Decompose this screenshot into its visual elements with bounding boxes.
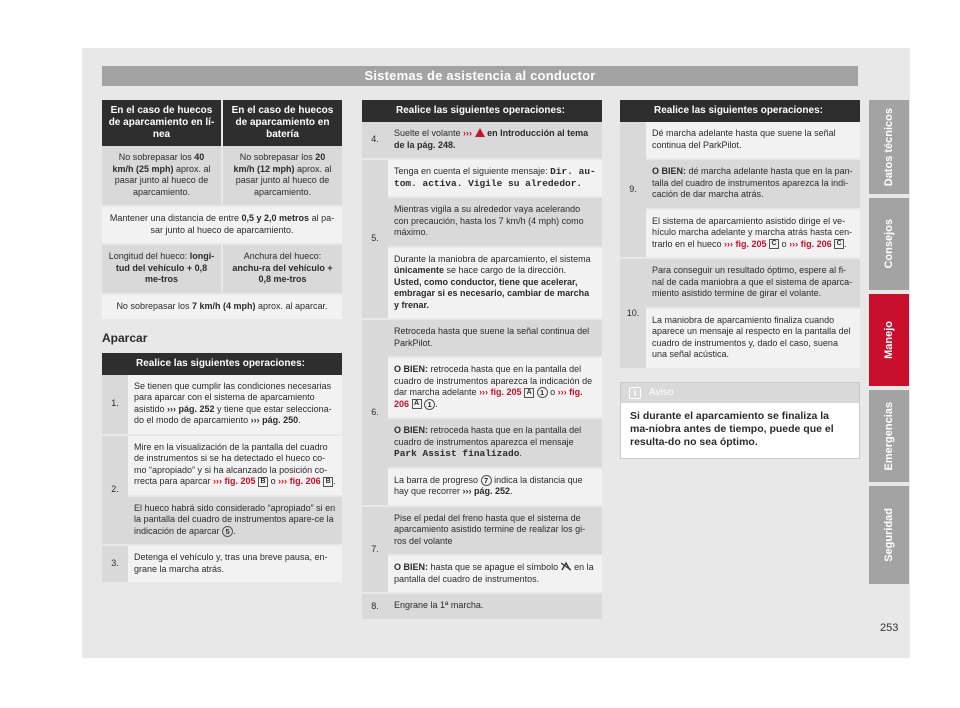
table-header-linea: En el caso de huecos de aparcamiento en lí-nea — [102, 100, 222, 146]
tab-manejo[interactable]: Manejo — [869, 294, 909, 386]
table-cell: No sobrepasar los 40 km/h (25 mph) aprox. al pasar junto al hueco de aparcamiento. — [102, 146, 222, 206]
step-text: La maniobra de aparcamiento finaliza cuando aparece un mensaje al respecto en la pantalla del cuadro de instrumentos y, dado el caso, suena una señal acústica. — [646, 308, 860, 369]
step-text: Mire en la visualización de la pantalla del cuadro de instrumentos si se ha detectado el hueco co-mo “apropiado” y si ha alcanzado la posición co-rrecta para aparcar ››› fig. 205 B o ››› fig. 206 B . — [128, 435, 342, 496]
figure-b-marker: B — [323, 477, 333, 487]
figure-link[interactable]: ››› fig. 206 — [789, 238, 832, 249]
page-number: 253 — [880, 622, 899, 634]
figure-a-marker: A — [524, 388, 534, 398]
step-text: Detenga el vehículo y, tras una breve pausa, en-grane la marcha atrás. — [128, 545, 342, 583]
step-text: Engrane la 1ª marcha. — [388, 593, 602, 620]
step-number: 3. — [102, 545, 128, 583]
notice-text: Si durante el aparcamiento se finaliza la ma-niobra antes de tiempo, puede que el resulta-do no sea óptimo. — [630, 409, 834, 448]
page-header: Sistemas de asistencia al conductor — [102, 66, 858, 86]
figure-link[interactable]: ››› fig. 206 — [394, 387, 583, 409]
callout-5: 5 — [222, 526, 233, 537]
step-text: Tenga en cuenta el siguiente mensaje: Dir. au-tom. activa. Vigile su alrededor. — [388, 159, 602, 197]
link-arrows[interactable]: ››› — [463, 128, 473, 138]
step-number: 5. — [362, 159, 388, 319]
step-text: El hueco habrá sido considerado “apropiado” si en la pantalla del cuadro de instrumentos apare-ce la indicación de aparcar 5 . — [128, 496, 342, 546]
step-number: 9. — [620, 122, 646, 258]
notice-label: Aviso — [649, 386, 674, 398]
operations-header: Realice las siguientes operaciones: — [388, 100, 602, 122]
warning-icon — [475, 128, 485, 137]
step-number: 1. — [102, 375, 128, 435]
step-number: 10. — [620, 258, 646, 369]
figure-c-marker: C — [834, 239, 844, 249]
tab-emergencias[interactable]: Emergencias — [869, 390, 909, 482]
step-text: Se tienen que cumplir las condiciones necesarias para aparcar con el sistema de aparcamiento asistido ››› pág. 252 y tiene que estar selecciona-do el modo de aparcamiento ››› pág. 250. — [128, 375, 342, 435]
figure-link[interactable]: ››› fig. 206 — [278, 476, 321, 486]
step-text: O BIEN: retroceda hasta que en la pantalla del cuadro de instrumentos aparezca la indicación de dar marcha adelante ››› fig. 205 A 1 o ››› fig. 206 A 1 . — [388, 357, 602, 418]
operations-header: Realice las siguientes operaciones: — [646, 100, 860, 122]
figure-c-marker: C — [769, 239, 779, 249]
step-number: 6. — [362, 319, 388, 506]
step-text: Retroceda hasta que suene la señal continua del ParkPilot. — [388, 319, 602, 357]
table-cell: Anchura del hueco: anchu-ra del vehículo + 0,8 me-tros — [222, 244, 342, 294]
step-text: O BIEN: hasta que se apague el símbolo en la pantalla del cuadro de instrumentos. — [388, 555, 602, 593]
page-link[interactable]: ››› pág. 250 — [250, 415, 299, 425]
tab-seguridad[interactable]: Seguridad — [869, 486, 909, 584]
callout-7: 7 — [481, 475, 492, 486]
step-text: Mientras vigila a su alrededor vaya acelerando con precaución, hasta los 7 km/h (4 mph) como máximo. — [388, 197, 602, 247]
step-text: El sistema de aparcamiento asistido dirige el ve-hículo marcha adelante y marcha atrás hasta cen-trarlo en el hueco ››› fig. 205 C o ››› fig. 206 C . — [646, 209, 860, 259]
column-2 — [362, 100, 602, 621]
step-number: 7. — [362, 506, 388, 594]
step-text: O BIEN: dé marcha adelante hasta que en la pan-talla del cuadro de instrumentos aparezca la indi-cación de dar marcha atrás. — [646, 159, 860, 209]
step-text: Suelte el volante ››› en Introducción al tema de la pág. 248. — [388, 122, 602, 159]
table-cell: Longitud del hueco: longi-tud del vehículo + 0,8 me-tros — [102, 244, 222, 294]
step-text: Durante la maniobra de aparcamiento, el sistema únicamente se hace cargo de la dirección. Usted, como conductor, tiene que acelerar, embragar si es necesario, cambiar de marcha y frenar. — [388, 247, 602, 320]
tab-datos-tecnicos[interactable]: Datos técnicos — [869, 100, 909, 194]
figure-link[interactable]: ››› fig. 205 — [213, 476, 256, 486]
operations-table-2 — [362, 100, 602, 621]
step-number: 4. — [362, 122, 388, 159]
step-text: O BIEN: retroceda hasta que en la pantalla del cuadro de instrumentos aparezca el mensaje Park Assist finalizado. — [388, 418, 602, 468]
speed-table — [102, 100, 342, 321]
table-cell: No sobrepasar los 20 km/h (12 mph) aprox. al pasar junto al hueco de aparcamiento. — [222, 146, 342, 206]
page-link[interactable]: ››› pág. 252 — [462, 486, 511, 496]
display-message: Park Assist finalizado — [394, 448, 520, 459]
column-1 — [102, 100, 342, 584]
table-header-bateria: En el caso de huecos de aparcamiento en batería — [222, 100, 342, 146]
tab-consejos[interactable]: Consejos — [869, 198, 909, 290]
step-number: 2. — [102, 435, 128, 546]
table-cell: No sobrepasar los 7 km/h (4 mph) aprox. al aparcar. — [102, 294, 342, 321]
operations-header: Realice las siguientes operaciones: — [128, 353, 342, 375]
figure-link[interactable]: ››› fig. 205 — [479, 387, 522, 397]
step-text: Pise el pedal del freno hasta que el sistema de aparcamiento asistido termine de realizar los gi-ros del volante — [388, 506, 602, 556]
operations-table-1 — [102, 353, 342, 585]
figure-b-marker: B — [258, 477, 268, 487]
info-icon: i — [629, 387, 641, 399]
notice-box — [620, 382, 860, 459]
column-3 — [620, 100, 860, 459]
callout-1: 1 — [537, 387, 548, 398]
page-link[interactable]: ››› pág. 252 — [167, 403, 215, 414]
notice-header — [621, 383, 859, 403]
step-text: La barra de progreso 7 indica la distancia que hay que recorrer ››› pág. 252. — [388, 468, 602, 506]
table-cell: Mantener una distancia de entre 0,5 y 2,0 metros al pa-sar junto al hueco de aparcamiento. — [102, 206, 342, 244]
figure-a-marker: A — [412, 399, 422, 409]
step-text: Para conseguir un resultado óptimo, espere al fi-nal de cada maniobra a que el sistema de aparca-miento asistido termine de girar el volante. — [646, 258, 860, 308]
step-text: Dé marcha adelante hasta que suene la señal continua del ParkPilot. — [646, 122, 860, 159]
figure-link[interactable]: ››› fig. 205 — [724, 238, 767, 249]
operations-table-3 — [620, 100, 860, 370]
section-title: Aparcar — [102, 331, 148, 345]
step-number: 8. — [362, 593, 388, 620]
callout-1: 1 — [424, 399, 435, 410]
park-assist-symbol-icon — [561, 562, 572, 571]
display-message: Dir. au-tom. activa. Vigile su alrededor. — [394, 166, 596, 189]
